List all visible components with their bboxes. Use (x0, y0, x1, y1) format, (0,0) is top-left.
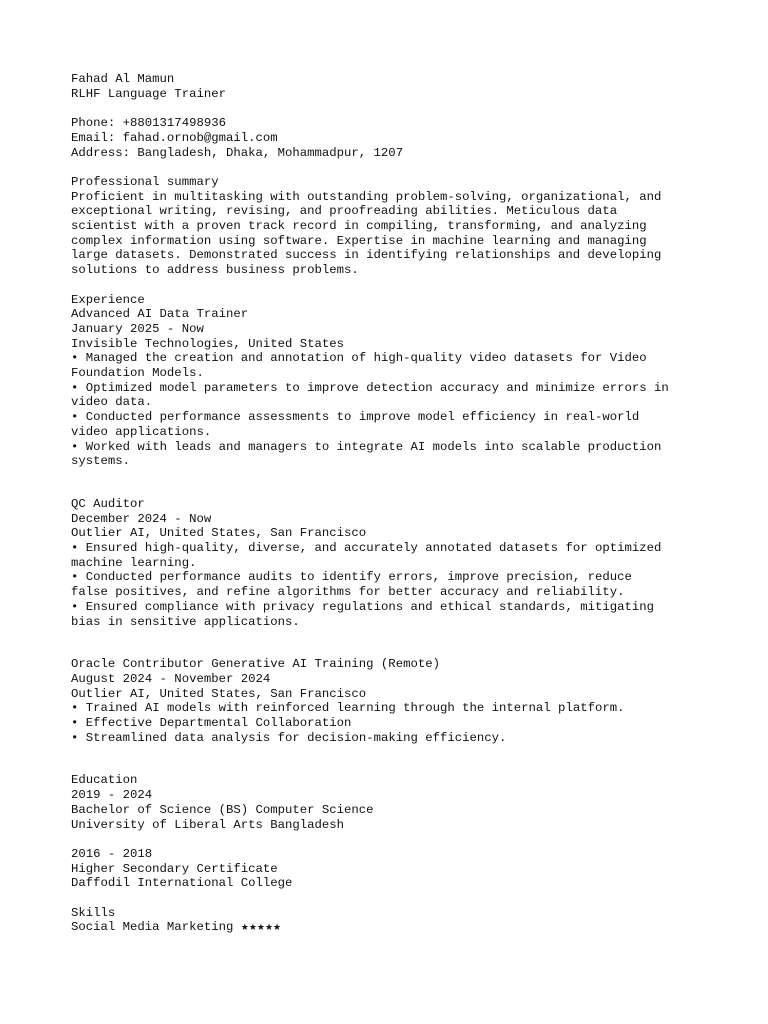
bullet-icon: • (71, 701, 79, 716)
bullet-icon: • (71, 351, 79, 366)
bullet-text-wrap: video data. (71, 395, 153, 410)
job-dates: January 2025 - Now (71, 321, 204, 336)
bullet-text-wrap: video applications. (71, 424, 212, 439)
star-rating-icon: ★★★★★ (240, 923, 282, 934)
summary-line: solutions to address business problems. (71, 263, 359, 278)
bullet-text-wrap: systems. (71, 454, 131, 469)
education-years: 2016 - 2018 (71, 846, 153, 861)
job-role: Oracle Contributor Generative AI Training (Remote) (71, 657, 440, 672)
bullet-text: Trained AI models with reinforced learning through the internal platform. (85, 701, 625, 716)
bullet-icon: • (71, 716, 79, 731)
job-bullet (71, 570, 711, 599)
job-entry (71, 657, 711, 745)
bullet-icon: • (71, 599, 79, 614)
job-entry (71, 307, 711, 469)
job-bullet (71, 381, 711, 410)
summary-line: exceptional writing, revising, and proofreading abilities. Meticulous data (71, 204, 618, 219)
summary-line: Proficient in multitasking with outstanding problem-solving, organizational, and (71, 189, 662, 204)
job-role: Advanced AI Data Trainer (71, 307, 249, 322)
skill-name: Social Media Marketing (71, 920, 234, 935)
bullet-text: Streamlined data analysis for decision-making efficiency. (85, 730, 507, 745)
bullet-text-wrap: false positives, and refine algorithms for better accuracy and reliability. (71, 585, 625, 600)
bullet-text: Effective Departmental Collaboration (85, 716, 352, 731)
job-role: QC Auditor (71, 496, 145, 511)
summary-heading: Professional summary (71, 174, 219, 189)
bullet-icon: • (71, 380, 79, 395)
job-bullet (71, 716, 711, 731)
experience-heading: Experience (71, 292, 145, 307)
bullet-text: Conducted performance audits to identify errors, improve precision, reduce (85, 570, 632, 585)
bullet-text-wrap: bias in sensitive applications. (71, 614, 300, 629)
skills-heading: Skills (71, 905, 116, 920)
job-bullet (71, 440, 711, 469)
bullet-text: Managed the creation and annotation of high-quality video datasets for Video (85, 351, 647, 366)
bullet-icon: • (71, 541, 79, 556)
job-bullet (71, 731, 711, 746)
skill-item (71, 920, 711, 936)
contact-email: Email: fahad.ornob@gmail.com (71, 130, 278, 145)
bullet-text-wrap: Foundation Models. (71, 366, 204, 381)
job-company: Invisible Technologies, United States (71, 336, 345, 351)
bullet-icon: • (71, 570, 79, 585)
job-bullet (71, 410, 711, 439)
bullet-icon: • (71, 439, 79, 454)
education-school: Daffodil International College (71, 876, 293, 891)
summary-line: large datasets. Demonstrated success in identifying relationships and developing (71, 248, 662, 263)
contact-phone: Phone: +8801317498936 (71, 116, 226, 131)
bullet-text: Worked with leads and managers to integrate AI models into scalable production (85, 439, 662, 454)
candidate-name: Fahad Al Mamun (71, 72, 175, 86)
contact-address: Address: Bangladesh, Dhaka, Mohammadpur, 1207 (71, 145, 404, 160)
job-bullet (71, 351, 711, 380)
education-entry (71, 788, 711, 832)
bullet-icon: • (71, 410, 79, 425)
job-bullet (71, 541, 711, 570)
bullet-text-wrap: machine learning. (71, 555, 197, 570)
job-bullet (71, 600, 711, 629)
resume-document (71, 72, 711, 936)
education-entry (71, 847, 711, 891)
education-degree: Bachelor of Science (BS) Computer Science (71, 802, 374, 817)
bullet-icon: • (71, 730, 79, 745)
summary-line: complex information using software. Expertise in machine learning and managing (71, 233, 647, 248)
job-entry (71, 497, 711, 629)
job-bullet (71, 701, 711, 716)
education-heading: Education (71, 773, 138, 788)
job-dates: August 2024 - November 2024 (71, 671, 271, 686)
bullet-text: Ensured compliance with privacy regulations and ethical standards, mitigating (85, 599, 654, 614)
job-company: Outlier AI, United States, San Francisco (71, 686, 367, 701)
summary-line: scientist with a proven track record in compiling, transforming, and analyzing (71, 219, 647, 233)
bullet-text: Conducted performance assessments to improve model efficiency in real-world (85, 410, 640, 425)
candidate-title: RLHF Language Trainer (71, 86, 226, 101)
education-school: University of Liberal Arts Bangladesh (71, 817, 345, 832)
bullet-text: Ensured high-quality, diverse, and accurately annotated datasets for optimized (85, 541, 662, 556)
job-company: Outlier AI, United States, San Francisco (71, 526, 367, 541)
education-degree: Higher Secondary Certificate (71, 861, 278, 876)
bullet-text: Optimized model parameters to improve detection accuracy and minimize errors in (85, 380, 669, 395)
education-years: 2019 - 2024 (71, 788, 153, 803)
job-dates: December 2024 - Now (71, 511, 212, 526)
